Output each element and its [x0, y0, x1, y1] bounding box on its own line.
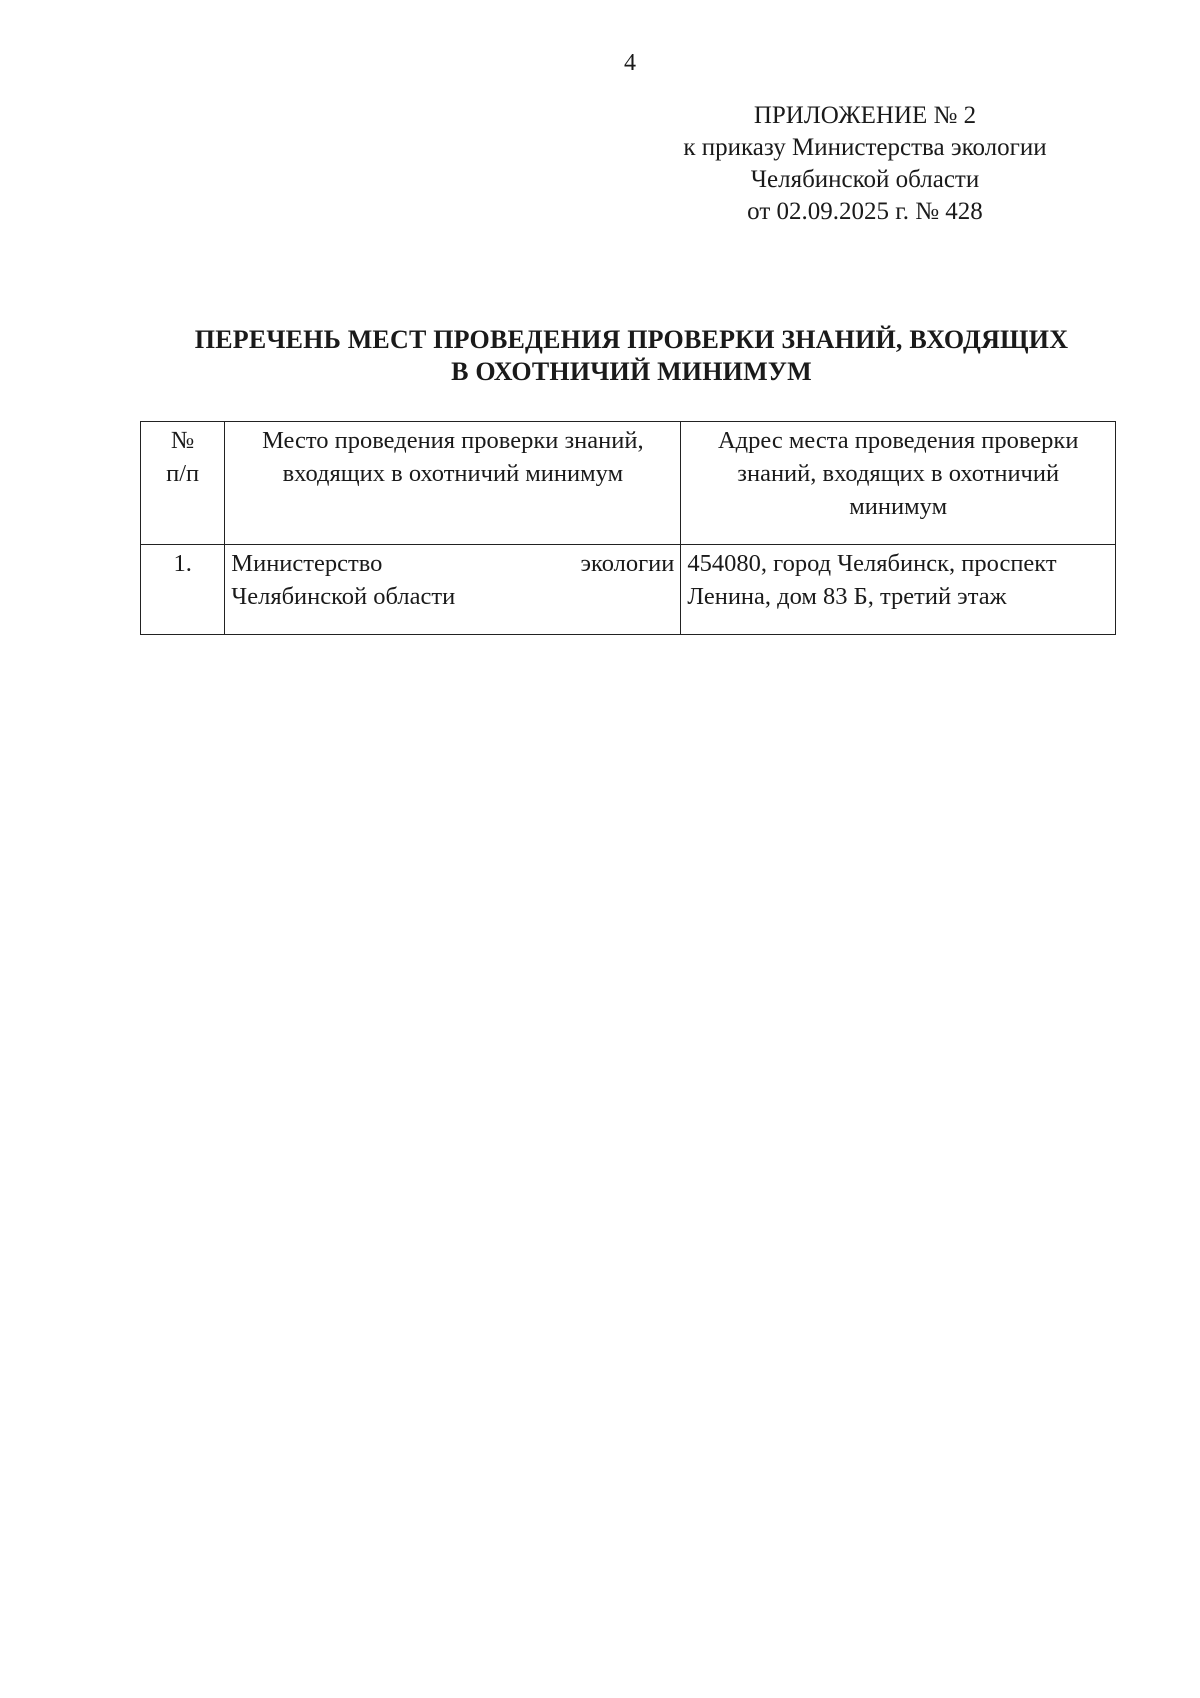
table-row — [141, 545, 1116, 635]
title-line-2: В ОХОТНИЧИЙ МИНИМУМ — [451, 357, 812, 386]
title-line-1: ПЕРЕЧЕНЬ МЕСТ ПРОВЕДЕНИЯ ПРОВЕРКИ ЗНАНИЙ, ВХОДЯЩИХ — [194, 325, 1069, 354]
row-place-line-1 — [231, 547, 674, 580]
row-address — [681, 545, 1116, 635]
row-place — [225, 545, 681, 635]
header-place — [225, 422, 681, 545]
appendix-order-date: от 02.09.2025 г. № 428 — [747, 198, 983, 225]
row-place-word-1: Министерство — [231, 550, 383, 577]
table-header-row — [141, 422, 1116, 545]
row-place-word-2: экологии — [580, 550, 675, 577]
header-number-abbr: п/п — [166, 460, 200, 487]
row-address-line-1: 454080, город Челябинск, проспект — [687, 550, 1057, 577]
header-address-line-2: знаний, входящих в охотничий — [737, 460, 1060, 487]
row-place-line-2: Челябинской области — [231, 583, 456, 610]
header-number-symbol: № — [170, 427, 195, 454]
document-title — [120, 324, 1143, 388]
page-number: 4 — [624, 50, 636, 76]
row-address-line-2: Ленина, дом 83 Б, третий этаж — [687, 583, 1007, 610]
appendix-order-ref: к приказу Министерства экологии — [683, 134, 1047, 161]
appendix-header — [600, 100, 1130, 228]
places-table — [140, 421, 1116, 635]
header-number — [141, 422, 225, 545]
row-number: 1. — [141, 545, 225, 635]
appendix-region: Челябинской области — [750, 166, 980, 193]
appendix-label: ПРИЛОЖЕНИЕ № 2 — [753, 102, 977, 129]
header-place-line-1: Место проведения проверки знаний, — [262, 427, 644, 454]
header-place-line-2: входящих в охотничий минимум — [282, 460, 624, 487]
header-address-line-1: Адрес места проведения проверки — [717, 427, 1079, 454]
header-address-line-3: минимум — [849, 493, 948, 520]
header-address — [681, 422, 1116, 545]
